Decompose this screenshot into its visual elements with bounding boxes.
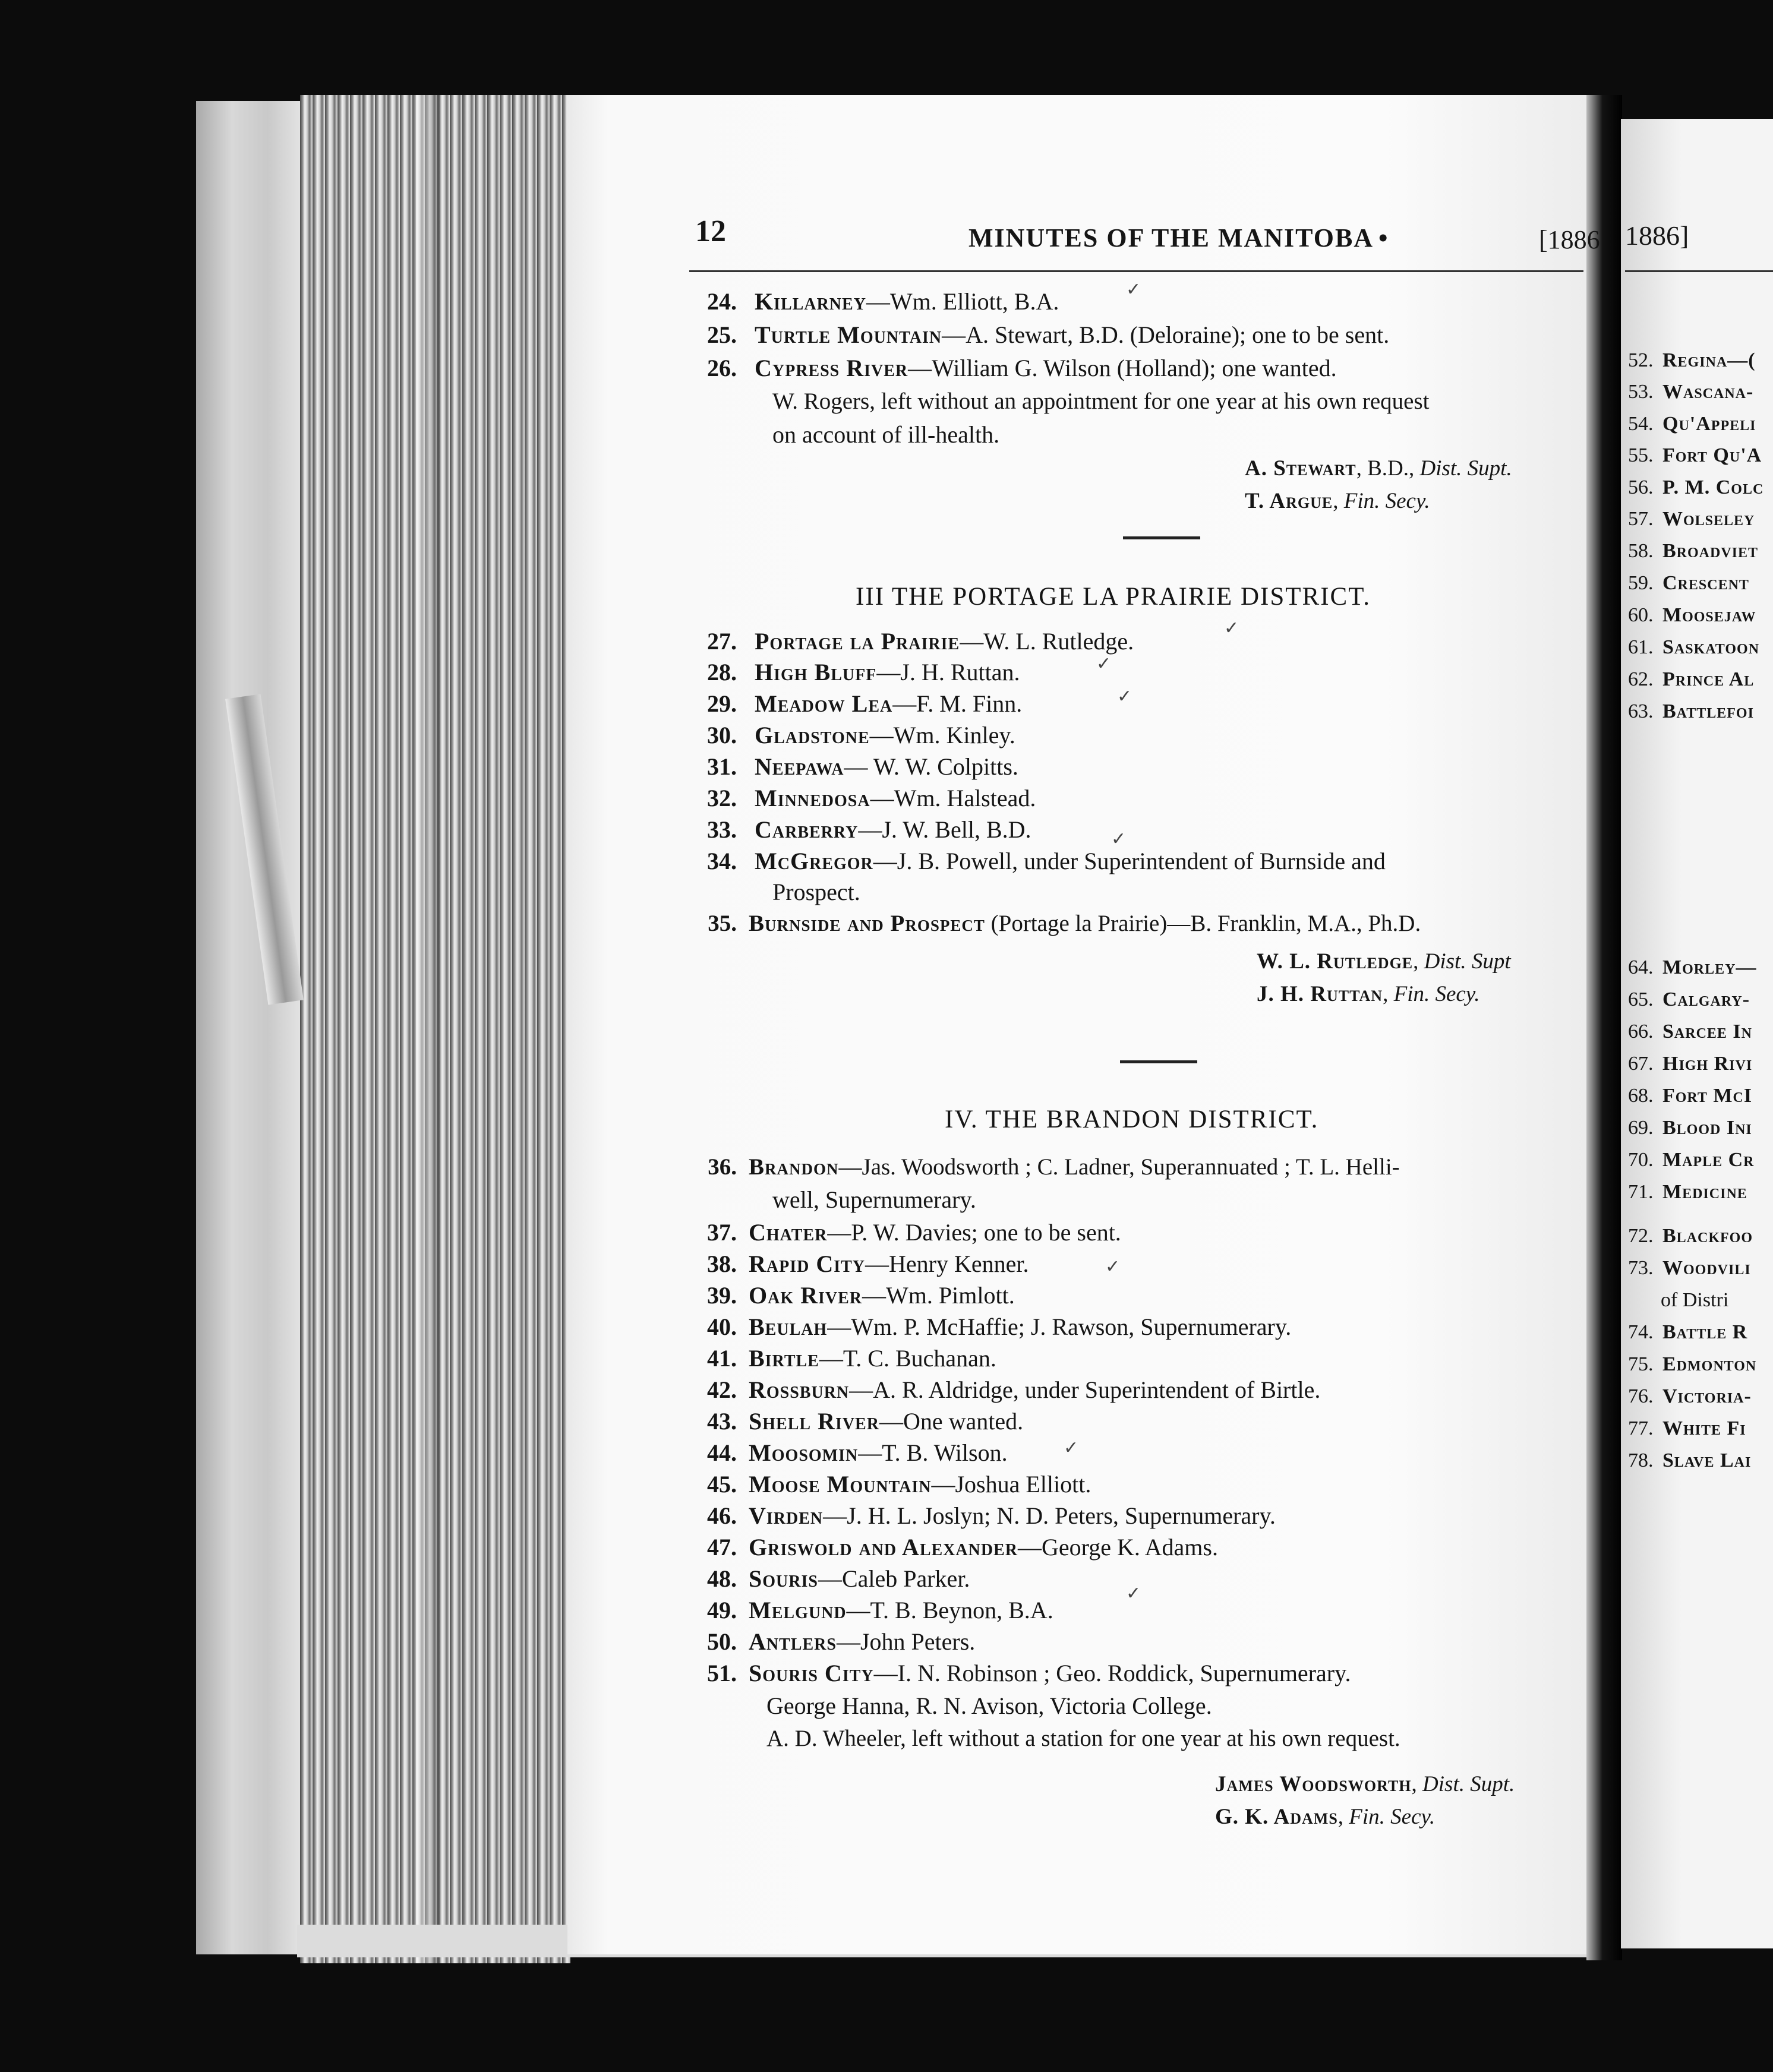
- right-entry: 58. Broadviet: [1628, 540, 1759, 562]
- right-entry: 68. Fort McI: [1628, 1085, 1753, 1107]
- place-name: Brandon: [749, 1154, 839, 1180]
- place-name: Portage la Prairie: [755, 628, 960, 655]
- right-entry: 54. Qu'Appeli: [1628, 413, 1756, 435]
- right-entry: 73. Woodvili: [1628, 1257, 1751, 1279]
- page-number: 12: [695, 214, 726, 248]
- section-heading: IV. THE BRANDON DISTRICT.: [945, 1106, 1319, 1133]
- check-mark-icon: ✓: [1111, 829, 1127, 849]
- place-name: Gladstone: [755, 722, 870, 748]
- signature-financial-secretary: J. H. Ruttan, Fin. Secy.: [1257, 982, 1480, 1006]
- note-line: George Hanna, R. N. Avison, Victoria College.: [766, 1692, 1212, 1719]
- running-head: MINUTES OF THE MANITOBA: [968, 223, 1374, 252]
- place-name: Moose Mountain: [749, 1471, 932, 1498]
- right-entry: 53. Wascana-: [1628, 381, 1754, 403]
- header-rule: [689, 270, 1583, 272]
- header-bullet: •: [1378, 223, 1389, 252]
- right-entry: 67. High Rivi: [1628, 1053, 1753, 1075]
- check-mark-icon: ✓: [1096, 653, 1112, 674]
- right-entry: 61. Saskatoon: [1628, 636, 1760, 658]
- header-year: [1886: [1539, 225, 1600, 254]
- place-name: Moosomin: [749, 1439, 859, 1466]
- place-name: Chater: [749, 1219, 828, 1246]
- right-entry: 57. Wolseley: [1628, 508, 1755, 530]
- right-entry: 78. Slave Lai: [1628, 1449, 1752, 1471]
- place-name: High Bluff: [755, 659, 877, 686]
- place-name: Rossburn: [749, 1376, 850, 1403]
- right-entry: 72. Blackfoo: [1628, 1225, 1753, 1247]
- right-entry-continued: of Distri: [1661, 1289, 1729, 1311]
- check-mark-icon: ✓: [1126, 279, 1141, 300]
- right-entry: 74. Battle R: [1628, 1321, 1748, 1343]
- right-entry: 70. Maple Cr: [1628, 1149, 1755, 1171]
- right-page-year: 1886]: [1625, 220, 1689, 251]
- right-entry: 75. Edmonton: [1628, 1353, 1757, 1375]
- right-entry: 66. Sarcee In: [1628, 1021, 1752, 1043]
- signature-district-superintendent: James Woodsworth, Dist. Supt.: [1215, 1772, 1515, 1796]
- place-name: Beulah: [749, 1313, 828, 1340]
- check-mark-icon: ✓: [1117, 686, 1132, 707]
- place-name: Antlers: [749, 1628, 837, 1655]
- place-name: Melgund: [749, 1597, 847, 1624]
- place-name: Birtle: [749, 1345, 819, 1372]
- place-name: Neepawa: [755, 753, 844, 780]
- right-entry: 56. P. M. Colc: [1628, 476, 1764, 498]
- right-entry: 55. Fort Qu'A: [1628, 444, 1762, 466]
- right-entry: 52. Regina—(: [1628, 349, 1756, 371]
- entry-text: —A. Stewart, B.D. (Deloraine); one to be sent.: [942, 321, 1390, 348]
- place-name: Killarney: [755, 288, 866, 315]
- right-entry: 76. Victoria-: [1628, 1385, 1752, 1407]
- section-heading: III THE PORTAGE LA PRAIRIE DISTRICT.: [856, 583, 1371, 611]
- right-entry: 77. White Fi: [1628, 1417, 1746, 1439]
- place-name: Shell River: [749, 1408, 879, 1435]
- right-entry: 62. Prince Al: [1628, 668, 1755, 690]
- place-name: Cypress River: [755, 355, 908, 381]
- check-mark-icon: ✓: [1064, 1438, 1079, 1458]
- place-name: Meadow Lea: [755, 690, 893, 717]
- entry-34-continued: Prospect.: [772, 879, 860, 905]
- book-cover-edge: [196, 101, 315, 1954]
- book-gutter: [1586, 95, 1622, 1960]
- note-line: on account of ill-health.: [772, 421, 1000, 448]
- page-block-highlight: [416, 95, 440, 1963]
- place-name: Carberry: [755, 816, 859, 843]
- place-name: Griswold and Alexander: [749, 1534, 1018, 1561]
- right-entry: 60. Moosejaw: [1628, 604, 1756, 626]
- entry-text: —William G. Wilson (Holland); one wanted.: [908, 355, 1337, 381]
- signature-district-superintendent: A. Stewart, B.D., Dist. Supt.: [1245, 456, 1512, 481]
- place-name: Turtle Mountain: [755, 321, 942, 348]
- check-mark-icon: ✓: [1224, 618, 1239, 639]
- check-mark-icon: ✓: [1126, 1583, 1141, 1604]
- entry-36-continued: well, Supernumerary.: [772, 1186, 976, 1213]
- note-line: W. Rogers, left without an appointment for one year at his own request: [772, 389, 1430, 414]
- place-name: Rapid City: [749, 1250, 866, 1277]
- place-name: McGregor: [755, 848, 873, 874]
- section-divider: [1120, 1060, 1197, 1063]
- right-page-rule: [1625, 270, 1773, 272]
- place-name: Burnside and Prospect: [749, 911, 985, 936]
- right-entry: 65. Calgary-: [1628, 988, 1750, 1010]
- entry-text: —Wm. Elliott, B.A.: [866, 288, 1059, 315]
- note-line: A. D. Wheeler, left without a station for one year at his own request.: [766, 1726, 1400, 1751]
- right-entry: 69. Blood Ini: [1628, 1117, 1752, 1139]
- signature-financial-secretary: T. Argue, Fin. Secy.: [1245, 489, 1430, 513]
- right-entry: 59. Crescent: [1628, 572, 1749, 594]
- check-mark-icon: ✓: [1105, 1256, 1121, 1277]
- place-name: Oak River: [749, 1282, 863, 1309]
- place-name: Souris: [749, 1565, 818, 1592]
- place-name: Minnedosa: [755, 785, 870, 811]
- right-entry: 71. Medicine: [1628, 1181, 1747, 1203]
- right-entry: 64. Morley—: [1628, 956, 1757, 978]
- place-name: Virden: [749, 1502, 824, 1529]
- right-entry: 63. Battlefoi: [1628, 700, 1754, 722]
- signature-district-superintendent: W. L. Rutledge, Dist. Supt: [1257, 949, 1511, 974]
- place-name: Souris City: [749, 1660, 874, 1686]
- signature-financial-secretary: G. K. Adams, Fin. Secy.: [1215, 1805, 1436, 1829]
- section-divider: [1123, 536, 1200, 539]
